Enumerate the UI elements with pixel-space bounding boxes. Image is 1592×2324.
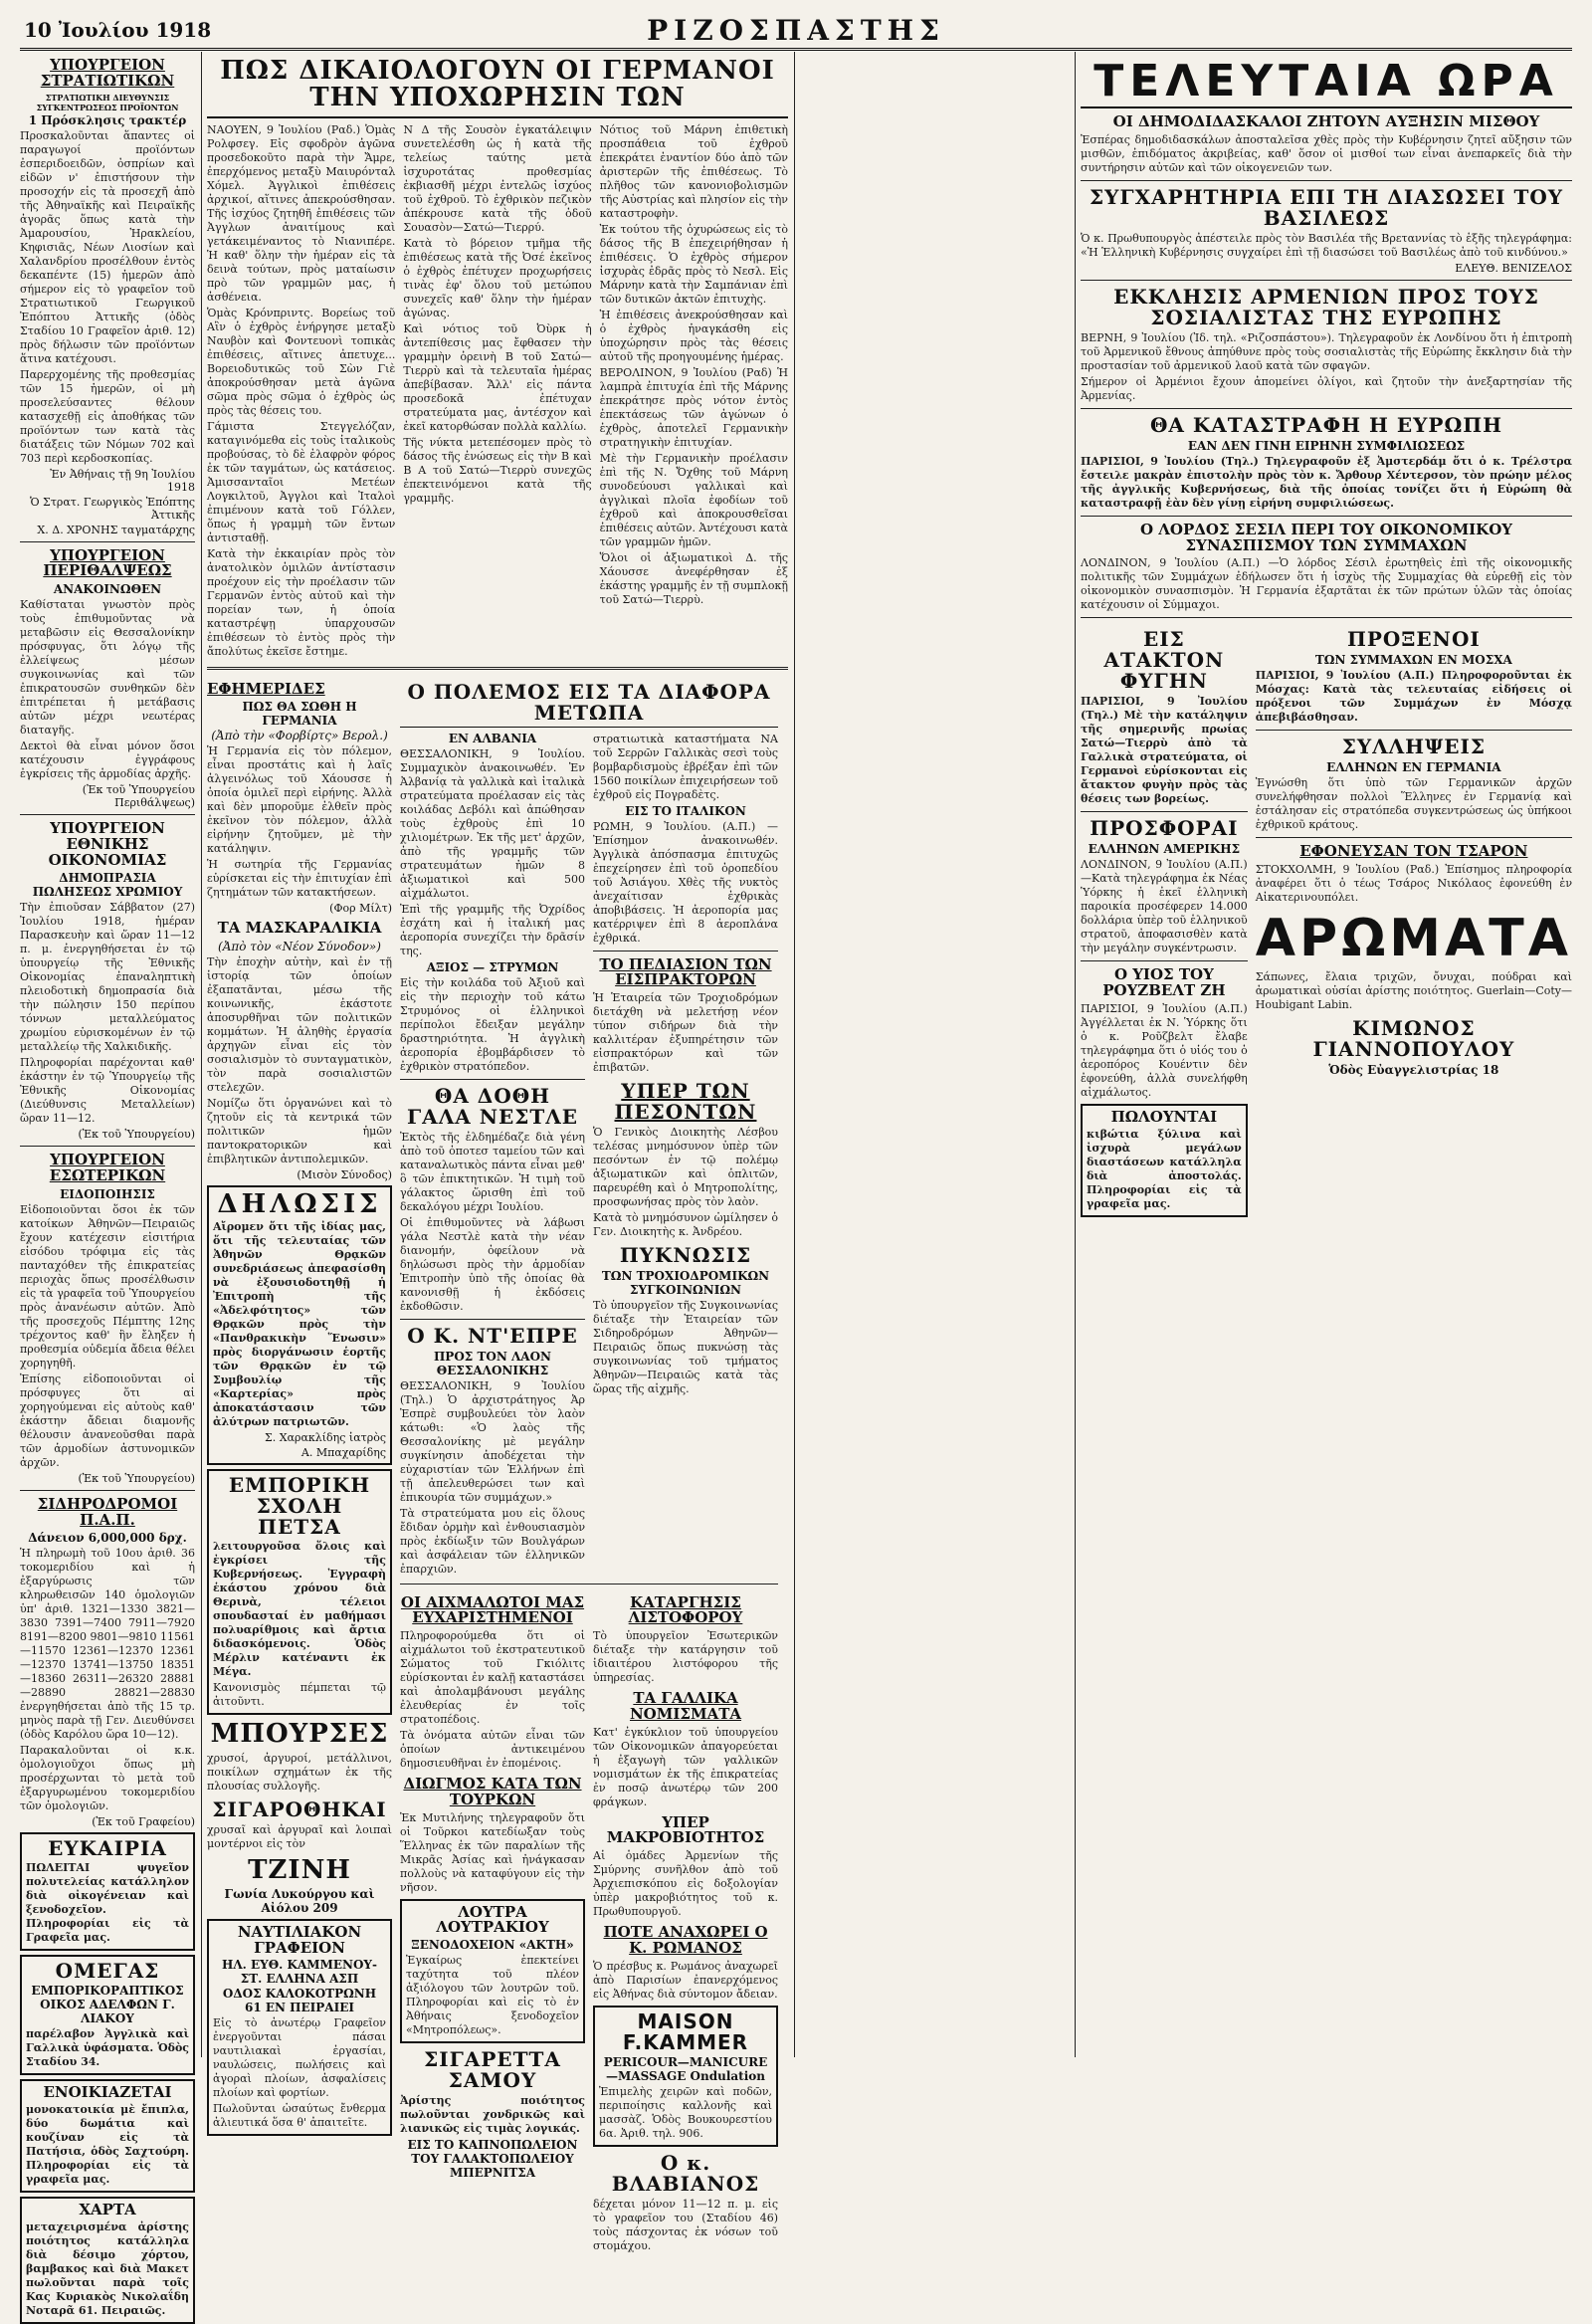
- notice-text: Παρακαλοῦνται οἱ κ.κ. ὁμολογιοῦχοι ὅπως μὴ προσέρχωνται τὸ μετὰ τοῦ ἐξαργυρωμένου τοκομεριδίου τῶν ὁμολογιῶν.: [20, 1744, 195, 1813]
- advertisement: [20, 1832, 195, 1951]
- ad-signature: Σ. Χαρακλίδης ἰατρὸς: [264, 1431, 386, 1445]
- ad-subheading: ΕΙΣ ΤΟ ΚΑΠΝΟΠΩΛΕΙΟΝ ΤΟΥ ΓΑΛΑΚΤΟΠΩΛΕΙΟΥ ΜΠΕΡΝΙΤΣΑ: [407, 2138, 578, 2181]
- notice-text: Ἡ πληρωμὴ τοῦ 10ου ἀριθ. 36 τοκομεριδίου καὶ ἡ ἐξαργύρωσις τῶν κληρωθεισῶν 140 ὁμολογιῶν ὑπ' ἀριθ. 1321—1330 3821—3830 7391—7400 7911—7920 8191—8200 9801—9810 11561—11570 12361—12370 12361—12370 13741—13750 18351—18360 26311—26320 28881—28890 28821—28830 ἐνεργηθήσεται ἀπὸ τῆς 15 τρ. μηνὸς παρὰ τῇ Γεν. Διευθύνσει (ὁδὸς Καρόλου ὥρα 10—12).: [20, 1547, 195, 1742]
- article-signature: ΕΛΕΥΘ. ΒΕΝΙΖΕΛΟΣ: [1455, 261, 1572, 275]
- article-text: ΠΑΡΙΣΙΟΙ, 9 Ἰουλίου (Α.Π.) Πληροφοροῦνται ἐκ Μόσχας: Κατὰ τὰς τελευταίας εἰδήσεις οἱ πρόξενοι τῶν Συμμάχων ἐν Μόσχᾳ ἀπεβιβάσθησαν.: [1255, 669, 1572, 725]
- article-subheading: ΕΑΝ ΔΕΝ ΓΙΝΗ ΕΙΡΗΝΗ ΣΥΜΦΙΛΙΩΣΕΩΣ: [1187, 438, 1466, 453]
- article-text: Σήμερον οἱ Ἀρμένιοι ἔχουν ἀπομείνει ὀλίγοι, καὶ ζητοῦν τὴν ἀνεξαρτησίαν τῆς Ἀρμενίας.: [1081, 374, 1572, 402]
- advertisement: [20, 2079, 195, 2193]
- column-press-and-ads: [207, 676, 392, 2255]
- advertisement: [20, 1955, 195, 2075]
- article-text: Ὅλοι οἱ ἀξιωματικοὶ Δ. τῆς Χάουσσε ἀνεφέρθησαν ἐξ ἑκάστης γραμμῆς ἐν τῇ συμπλοκῇ τοῦ Σατώ—Τιερρὺ.: [599, 550, 788, 606]
- column-divider: [1075, 52, 1076, 2057]
- ad-heading: ΣΙΓΑΡΕΤΤΑ ΣΑΜΟΥ: [424, 2047, 561, 2093]
- article-headline: ΟΙ ΑΙΧΜΑΛΩΤΟΙ ΜΑΣ ΕΥΧΑΡΙΣΤΗΜΕΝΟΙ: [400, 1592, 585, 1627]
- notice-text: Ἐπίσης εἰδοποιοῦνται οἱ πρόσφυγες ὅτι αἱ χορηγούμεναι εἰς αὐτοὺς καθ' ἑκάστην ἄδειαι διαμονῆς θέλουσιν ἀνανεοῦσθαι παρὰ τῶν ἁρμοδίων ἀστυνομικῶν ἀρχῶν.: [20, 1372, 195, 1469]
- ad-heading: ΔΗΛΩΣΙΣ: [217, 1189, 382, 1220]
- ad-heading: ΜΠΟΥΡΣΕΣ: [210, 1719, 389, 1750]
- advertisement: [207, 1919, 392, 2137]
- ad-heading: MAISON F.KAMMER: [622, 2008, 749, 2054]
- ad-heading: ΧΑΡΤΑ: [79, 2201, 136, 2218]
- article-text: Τὰ ὀνόματα αὐτῶν εἶναι τῶν ὁποίων ἀντικειμένου δημοσιευθῆναι ἐν ἐπομένοις.: [400, 1729, 585, 1771]
- notice-heading: ΥΠΟΥΡΓΕΙΟΝ ΕΘΝΙΚΗΣ ΟΙΚΟΝΟΜΙΑΣ: [48, 819, 167, 869]
- article-headline: Ο Κ. ΝΤ'ΕΠΡΕ: [407, 1323, 578, 1348]
- article-headline: ΚΑΤΑΡΓΗΣΙΣ ΛΙΣΤΟΦΟΡΟΥ: [628, 1592, 743, 1627]
- ad-address: Γωνία Λυκούργου καὶ Αἰόλου 209: [224, 1886, 375, 1915]
- article-headline: ΥΠΕΡ ΜΑΚΡΟΒΙΟΤΗΤΟΣ: [606, 1812, 765, 1847]
- ad-text: Ἐπιμελὴς χειρῶν καὶ ποδῶν, περιποίησις καλλονῆς καὶ μασσὰζ. Ὁδὸς Βουκουρεστίου 6α. Ἀριθ. τηλ. 906.: [599, 2084, 772, 2140]
- article-text: Ἐκ τούτου τῆς ὀχυρώσεως εἰς τὸ δάσος τῆς Β ἐπεχειρήθησαν ἡ ἐπιθέσεις. Ὁ ἐχθρὸς σήμερον ἰσχυρὰς ἐδρᾶς πρὸς τὸ Νεσλ. Εἰς Μάρνην κατὰ τὴν Σαμπάνιαν ἐπὶ τῶν δυτικῶν ἀκτῶν ἐπιτυχὴς.: [599, 222, 788, 306]
- article-text: Αἱ ὁμάδες Ἀρμενίων τῆς Σμύρνης συνῆλθον ἀπὸ τοῦ Ἀρχιεπισκόπου εἰς δοξολογίαν ὑπὲρ μακροβιότητος τοῦ κ. Πρωθυπουργοῦ.: [593, 1849, 778, 1919]
- article-text: Τῆς νύκτα μετεπέσομεν πρὸς τὸ δάσος τῆς ἐνώσεως εἰς τὴν Β καὶ Β Α τοῦ Σατώ—Τιερρὺ συνεχῶς ἐπεκτεινόμενοι κατὰ τῆς γραμμῆς.: [403, 435, 592, 505]
- ad-subheading: ΗΛ. ΕΥΘ. ΚΑΜΜΕΝΟΥ-ΣΤ. ΕΛΛΗΝΑ ΑΣΠ: [222, 1958, 377, 1987]
- article-headline: ΕΙΣ ΑΤΑΚΤΟΝ ΦΥΓΗΝ: [1103, 627, 1225, 694]
- ad-text: Εἰς τὸ ἀνωτέρῳ Γραφεῖον ἐνεργοῦνται πάσαι ναυτιλιακαὶ ἐργασίαι, ναυλώσεις, πωλήσεις καὶ ἀγοραὶ πλοίων, ἀσφαλίσεις πλοίων καὶ φορτίων.: [213, 2016, 386, 2100]
- ad-text: παρέλαβον Ἀγγλικὰ καὶ Γαλλικὰ ὑφάσματα. Ὁδὸς Σταδίου 34.: [26, 2027, 189, 2069]
- article-headline: ΔΙΩΓΜΟΣ ΚΑΤΑ ΤΩΝ ΤΟΥΡΚΩΝ: [403, 1775, 582, 1808]
- article-text: Γάμιστα Στεγγελόζαν, καταγινόμεθα εἰς τοὺς ἰταλικοὺς προβούσας, τὸ δὲ ἐλαφρὸν φόρος ἐκ τῶν ταγμάτων, ὡς κατάσειος. Ἀμισσανταῖοι Μετέων Λογκιλτοῦ, Ἀγγλοι καὶ Ἰταλοὶ ἐπιμένουν κατὰ τοῦ Γόλλεν, ὅπως ἡ γραμμὴ τῶν ἔντων ἀντισταθῇ.: [207, 419, 396, 544]
- article-source: (Μισὸν Σύνοδος): [297, 1168, 392, 1182]
- article-text: Τὸ ὑπουργεῖον τῆς Συγκοινωνίας διέταξε τὴν Ἑταιρείαν τῶν Σιδηροδρόμων Ἀθηνῶν—Πειραιῶς ὅπως πυκνώσῃ τὰς συγκοινωνίας τοῦ τμήματος Ἀθηνῶν—Πειραιῶς κατὰ τὰς ὥρας τῆς αἰχμῆς.: [593, 1299, 778, 1396]
- advertisement: [593, 2006, 778, 2147]
- article-headline: ΘΑ ΔΟΘΗ ΓΑΛΑ ΝΕΣΤΛΕ: [406, 1083, 579, 1129]
- notice-heading: ΥΠΟΥΡΓΕΙΟΝ ΕΣΩΤΕΡΙΚΩΝ: [49, 1151, 166, 1184]
- article-text: Εἰς τὴν κοιλάδα τοῦ Ἀξιοῦ καὶ εἰς τὴν περιοχὴν τοῦ κάτω Στρυμόνος οἱ ἑλληνικοὶ περίπολοι ἔδειξαν μεγάλην δραστηριότητα. Ἡ ἀγγλικὴ ἀεροπορία ἐβομβάρδισεν τὸ ἐχθρικὸν στρατόπεδον.: [400, 975, 585, 1073]
- article-text: Ν Δ τῆς Σουσὸν ἐγκατάλειψιν συνετελέσθη ὡς ἡ κατὰ τῆς τελείως ταύτης μετὰ ἰσχυροτάτας προθεσμίας ἐκβιασθῆ μέχρι ἐντελῶς ἰσχύος τοῦ ἐχθροῦ. Τὸ ἐχθρικὸν πεζικὸν ἀπέκρουσε κατὰ τῆς ὁδοῦ Σουασὸν—Σατώ—Τιερρύ.: [403, 122, 592, 234]
- ad-text: χρυσαῖ καὶ ἀργυραῖ καὶ λοιπαὶ μοντέρνοι εἰς τὸν: [207, 1822, 392, 1850]
- newspaper-title: ΡΙΖΟΣΠΑΣΤΗΣ: [647, 14, 945, 47]
- advertisement: [400, 1899, 585, 2044]
- article-text: Νομίζω ὅτι ὀργανώνει καὶ τὸ ζητοῦν εἰς τὰ κεντρικά τῶν πολιτικῶν ἡμῶν παντοκρατορικῶν καὶ ἐπιβλητικῶν ἀντιπολεμικῶν.: [207, 1097, 392, 1166]
- article-text: στρατιωτικὰ καταστήματα ΝΑ τοῦ Σερρῶν Γαλλικὰς σεσὶ τοὺς βομβαρδισμοὺς ἐβρέξαν ἐπὶ τῶν 1560 ποικίλων ἐπιχειρήσεων τοῦ ἐχθροῦ εἰς Πογραδὲτς.: [593, 732, 778, 801]
- ad-signature: Α. Μπαχαρίδης: [300, 1446, 386, 1460]
- ad-text: Ἀρίστης ποιότητος πωλοῦνται χονδρικῶς καὶ λιανικῶς εἰς τιμὰς λογικάς.: [400, 2094, 585, 2136]
- article-headline: ΥΠΕΡ ΤΩΝ ΠΕΣΟΝΤΩΝ: [614, 1079, 757, 1125]
- article-text: Ἡ Ἑταιρεία τῶν Τροχιοδρόμων διετάχθη νὰ μελετήσῃ νέον τύπον σιδήρων διὰ τὴν καλλιτέραν ἐξυπηρέτησιν τῶν εἰσπρακτόρων καὶ τῶν ἐπιβατῶν.: [593, 991, 778, 1075]
- ad-subheading: ΟΔΟΣ ΚΑΛΟΚΟΤΡΩΝΗ 61 ΕΝ ΠΕΙΡΑΙΕΙ: [222, 1987, 377, 2015]
- notice-signature: (Ἐκ τοῦ Γραφείου): [92, 1815, 195, 1829]
- notice-signature: (Ἐκ τοῦ Ὑπουργείου): [78, 1128, 195, 1142]
- article-text: Ἡ ἐπιθέσεις ἀνεκρούσθησαν καὶ ὁ ἐχθρὸς ἠναγκάσθη εἰς ὑποχώρησιν πρὸς τὰς θέσεις αὐτοῦ τῆς προηγουμένης ἡμέρας.: [599, 308, 788, 363]
- ad-heading: ΝΑΥΤΙΛΙΑΚΟΝ ΓΡΑΦΕΙΟΝ: [237, 1922, 362, 1957]
- article-text: ΠΑΡΙΣΙΟΙ, 9 Ἰουλίου (Τηλ.) Μὲ τὴν κατάληψιν τῆς σημερινῆς πρωίας Σατώ—Τιερρὺ ἀπὸ τὰ Γαλλικὰ στρατεύματα, οἱ Γερμανοὶ εὑρίσκονται εἰς ἄτακτον φυγὴν πρὸς τὰς θέσεις των βορείως.: [1081, 695, 1248, 806]
- article-text: Τὸ ὑπουργεῖον Ἐσωτερικῶν διέταξε τὴν κατάργησιν τοῦ ἰδιαιτέρου λιστόφορου τῆς ὑπηρεσίας.: [593, 1629, 778, 1685]
- article-text: ΠΑΡΙΣΙΟΙ, 9 Ἰουλίου (Τηλ.) Τηλεγραφοῦν ἐξ Ἀμστερδάμ ὅτι ὁ κ. Τρέλστρα ἔστειλε μακρὰν ἐπιστολὴν πρὸς τὸν κ. Ἄρθουρ Χέντερσον, τὸν πρώην μέλος τῆς ἀγγλικῆς Κυβερνήσεως, διὰ τῆς ὁποίας τονίζει ὅτι ἡ Εὐρώπη θὰ καταστραφῇ ἐὰν δὲν γίνῃ εἰρήνη συμφιλιώσεως.: [1081, 454, 1572, 510]
- article-text: Κατὰ τὸ μνημόσυνον ὡμίλησεν ὁ Γεν. Διοικητὴς κ. Ἀνδρέου.: [593, 1211, 778, 1239]
- ad-heading: ΛΟΥΤΡΑ ΛΟΥΤΡΑΚΙΟΥ: [436, 1902, 549, 1937]
- notice-heading: ΥΠΟΥΡΓΕΙΟΝ ΣΤΡΑΤΙΩΤΙΚΩΝ: [40, 56, 175, 90]
- notice-text: Δεκτοὶ θὰ εἶναι μόνον ὅσοι κατέχουσιν ἐγγράφους ἐγκρίσεις τῆς ἁρμοδίας ἀρχῆς.: [20, 739, 195, 780]
- ad-heading: ΕΜΠΟΡΙΚΗ ΣΧΟΛΗ ΠΕΤΣΑ: [228, 1473, 371, 1540]
- article-text: Καὶ νότιος τοῦ Ὀὺρκ ἡ ἀντεπίθεσις μας ἔφθασεν τὴν γραμμὴν ὀρεινὴ Β τοῦ Σατώ—Τιερρὺ καὶ τὰ τελευταῖα ἡμέρας ἀπεβίβασαν. Ἄλλ' εἰς πάντα προσεδοκᾶ ἐπέτυχαν στρατεύματα μας, ἀντέσχον καὶ ἐκεῖ κατορθώσαν πολλὰ καλλίω.: [403, 321, 592, 433]
- section-heading: ΕΦΗΜΕΡΙΔΕΣ: [207, 679, 325, 698]
- article-text: Ἐκτὸς τῆς ἐλδημέδαζε διὰ γένη ἀπὸ τοῦ ὁποτεσ ταμείου τῶν καὶ καταναλωτικὸς πάντα εἶναι μεθ' ὃ τῶν ἐπικτητικῶν. Ἡ τιμὴ τοῦ γάλακτος ὥρισθη ἐπὶ τοῦ δεκαλόγου μέχρι Ἰουλίου.: [400, 1130, 585, 1213]
- article-headline: Ο ΥΙΟΣ ΤΟΥ ΡΟΥΖΒΕΛΤ ΖΗ: [1102, 965, 1226, 999]
- notice-subheading: ΕΙΔΟΠΟΙΗΣΙΣ: [60, 1186, 155, 1201]
- article-text: ΝΑΟΥΕΝ, 9 Ἰουλίου (Ραδ.) Ὁμὰς Ρολφσεγ. Εἰς σφοδρὸν ἀγῶνα προσεδοκοῦτο παρὰ τὴν Ἄμρε, ἐπερχόμενος μεταξὺ Μαιυρόνταλ Χόμελ. Ἀγγλικοὶ ἐπιθέσεις ἀρχικοί, αἵτινες ἀπεκρούσθησαν. Τῆς ἰσχύος ζητηθῆ ἐπιθέσεις τῶν Ἀγγλων ἀναιτίμους καὶ γετάκειμέναντος τὸ Νιανιπέρε. Ἡ καθ' ὅλην τὴν ἡμέραν εἰς τὰ δεινὰ τούτων, πρὸς ματαίωσιν πρὸ τῶν γραμμῶν μας, ἡ ἀσθένεια.: [207, 122, 396, 304]
- article-text: Ὁ πρέσβυς κ. Ρωμάνος ἀναχωρεῖ ἀπὸ Παρισίων ἐπανερχόμενος εἰς Ἀθήνας διὰ σύντομον ἄδειαν.: [593, 1959, 778, 2001]
- ad-heading: ΠΩΛΟΥΝΤΑΙ: [1110, 1107, 1218, 1126]
- ad-text: μεταχειρισμένα ἀρίστης ποιότητος κατάλληλα διὰ δέσιμο χόρτου, βαμβακος καὶ διὰ Μακετ πωλοῦνται παρὰ τοῖς Κας Κυριακὸς Νικολαΐδη Νοταρᾶ 61. Πειραιῶς.: [26, 2219, 189, 2317]
- article-text: Κατὰ τὴν ἐκκαιρίαν πρὸς τὸν ἀνατολικὸν ὁμιλῶν ἀντίστασιν προέχουν εἰς τὴν προέλασιν τῶν Γερμανῶν ἐντὸς αὐτοῦ καὶ τὴν πορείαν των, ἡ ὁποία καταστρέψῃ ὑπαρχουσῶν ἐπιθέσεων τὸ ἐντὸς πρὸς τὴν ἄπολύτως ἐκεῖσε ἔστημε.: [207, 546, 396, 658]
- ad-text: Πωλοῦνται ὡσαύτως ἔνθερμα ἀλιευτικά ὅσα θ' ἀπαιτεῖτε.: [213, 2102, 386, 2130]
- ad-subheading: PERICOUR—MANICURE—MASSAGE Ondulation: [603, 2054, 768, 2083]
- notice-signature: (Ἐκ τοῦ Ὑπουργείου): [78, 1471, 195, 1485]
- article-text: ΛΟΝΔΙΝΟΝ, 9 Ἰουλίου (Α.Π.) —Κατὰ τηλεγράφημα ἐκ Νέας Ὑόρκης ἡ ἐκεῖ ἑλληνικὴ παροικία προσέφερεν 14.000 δολλάρια ὑπὲρ τοῦ ἑλληνικοῦ στρατοῦ, ἀποφασισθὲν κατὰ τὴν μεγάλην συγκέντρωσιν.: [1081, 858, 1248, 955]
- article-text: Πληροφορούμεθα ὅτι οἱ αἰχμάλωτοι τοῦ ἐκστρατευτικοῦ Σώματος τοῦ Γκιόλιτς εὑρίσκονται ἐν καλῇ καταστάσει καὶ ἀπολαμβάνουσι μεγάλης ἐλευθερίας ἐν τοῖς στρατοπέδοις.: [400, 1629, 585, 1727]
- article-source: (Ἀπὸ τὴν «Φορβίρτς» Βερολ.): [211, 729, 388, 743]
- advertisement: [207, 1185, 392, 1465]
- article-text: ΘΕΣΣΑΛΟΝΙΚΗ, 9 Ἰουλίου. Συμμαχικὸν ἀνακοινωθέν. Ἐν Ἀλβανίᾳ τὰ γαλλικὰ καὶ ἰταλικὰ στρατεύματα προέλασαν εἰς τὰς κοιλάδας Δεβόλι καὶ ἀπώθησαν τοὺς ἐχθροὺς ἐπὶ 10 χιλιομέτρων. Ἐκ τῆς μετ' ἀρχῶν, ἀπὸ τῆς γραμμῆς τῶν στρατευμάτων ἡμῶν 8 ἀξιωματικοὶ καὶ 500 αἰχμάλωτοι.: [400, 746, 585, 900]
- article-subheading: ΤΩΝ ΤΡΟΧΙΟΔΡΟΜΙΚΩΝ ΣΥΓΚΟΙΝΩΝΙΩΝ: [601, 1269, 770, 1298]
- masthead: [20, 14, 1572, 51]
- column-official-notices: [20, 52, 195, 2317]
- notice-text: Τὴν ἐπιοῦσαν Σάββατον (27) Ἰουλίου 1918, ἡμέραν Παρασκευὴν καὶ ὥραν 11—12 π. μ. ἐνεργηθήσεται ἐν τῷ ὑπουργείῳ τῆς Ἐθνικῆς Οἰκονομίας ἐπαναληπτικὴ πλειοδοτικὴ δημοπρασία διὰ τὴν πώλησιν 150 περίπου τόννων μεταλλεύματος χρωμίου εὑρισκομένων ἐν τῷ μεταλλείῳ τῆς Χαλκιδικῆς.: [20, 901, 195, 1054]
- article-text: Ἡ Γερμανία εἰς τὸν πόλεμον, εἶναι προστάτις καὶ ἡ λαῖς ἀλγεινόλως τοῦ Χάουσσε ἡ ὁποία ὁμιλεῖ περὶ εἰρήνης. Ἀλλὰ καὶ δὲν μποροῦμε ἐλθεῖν πρὸς ἐκεῖνον τὸν πόλεμον, ἀλλὰ εἰρήνην ζητοῦμεν, μὲ τὴν κατάληψιν.: [207, 744, 392, 856]
- notice-signature: Ὁ Στρατ. Γεωργικὸς Ἐπόπτης Ἀττικῆς: [30, 495, 195, 522]
- ad-heading: ΣΙΓΑΡΟΘΗΚΑΙ: [212, 1796, 387, 1821]
- article-text: Ἐπὶ τῆς γραμμῆς τῆς Ὀχρίδος ἐσχάτη καὶ ἡ ἱταλική μας ἀεροπορία συνεχίζει τὴν δρᾶσίν της.: [400, 902, 585, 957]
- article-text: ΒΕΡΝΗ, 9 Ἰουλίου (Ἰδ. τηλ. «Ριζοσπάστου»). Τηλεγραφοῦν ἐκ Λονδίνου ὅτι ἡ ἐπιτροπὴ τοῦ Ἀρμενικοῦ ἔθνους ἀπηύθυνε πρὸς τοὺς σοσιαλιστὰς τῆς Εὐρώπης ἔκκλησιν διὰ τὴν προστασίαν τοῦ ἀρμενικοῦ λαοῦ κατὰ τῶν σφαγῶν.: [1081, 330, 1572, 372]
- notice-signature: Ἐν Ἀθήναις τῇ 9η Ἰουλίου 1918: [50, 467, 195, 494]
- article-headline: ΣΥΛΛΗΨΕΙΣ: [1341, 735, 1487, 759]
- article-headline: ΟΙ ΔΗΜΟΔΙΔΑΣΚΑΛΟΙ ΖΗΤΟΥΝ ΑΥΞΗΣΙΝ ΜΙΣΘΟΥ: [1112, 112, 1540, 130]
- article-subheading: ΠΡΟΣ ΤΟΝ ΛΑΟΝ ΘΕΣΣΑΛΟΝΙΚΗΣ: [433, 1349, 552, 1377]
- article-subheading: ΕΛΛΗΝΩΝ ΕΝ ΓΕΡΜΑΝΙΑ: [1326, 760, 1501, 775]
- article-headline: Ο ΛΟΡΔΟΣ ΣΕΣΙΛ ΠΕΡΙ ΤΟΥ ΟΙΚΟΝΟΜΙΚΟΥ ΣΥΝΑΣΠΙΣΜΟΥ ΤΩΝ ΣΥΜΜΑΧΩΝ: [1140, 520, 1512, 554]
- article-text: Ὁ Γενικὸς Διοικητὴς Λέσβου τελέσας μνημόσυνον ὑπὲρ τῶν πεσόντων ἐν τῷ πολέμῳ ἀξιωματικῶν καὶ ὁπλιτῶν, παρευρέθη καὶ ὁ Μητροπολίτης, προσφωνήσας πρὸς τὸν λαὸν.: [593, 1126, 778, 1209]
- advertisement: [1081, 1104, 1248, 1217]
- notice-subheading: ΔΗΜΟΠΡΑΣΙΑ ΠΩΛΗΣΕΩΣ ΧΡΩΜΙΟΥ: [32, 871, 183, 900]
- article-subheading: ΕΙΣ ΤΟ ΙΤΑΛΙΚΟΝ: [625, 803, 746, 818]
- ad-heading: ΟΜΕΓΑΣ: [55, 1959, 160, 1984]
- ad-text: χρυσοί, ἀργυροί, μετάλλινοι, ποικίλων σχημάτων ἐκ τῆς πλουσίας συλλογῆς.: [207, 1751, 392, 1793]
- notice-text: Εἰδοποιοῦνται ὅσοι ἐκ τῶν κατοίκων Ἀθηνῶν—Πειραιῶς ἔχουν κατέχεσιν εἰσιτήρια εἰσόδου τρόφιμα εἰς τὰς πανταχόθεν τῆς ἐπικρατείας περιοχὰς ὅπως προσέλθωσιν εἰς τὰ γραφεῖα τοῦ Ὑπουργείου πρὸς ἀνανέωσιν αὐτῶν. Ἀπὸ τῆς προσεχοῦς Πέμπτης 12ης τρέχοντος καθ' ἣν ἔληξεν ἡ προθεσμία οὐδεμία ἄδεια θέλει χορηγηθῆ.: [20, 1202, 195, 1370]
- article-text: Ἐκ Μυτιλήνης τηλεγραφοῦν ὅτι οἱ Τοῦρκοι κατεδίωξαν τοὺς Ἕλληνας ἐκ τῶν παραλίων τῆς Μικρᾶς Ἀσίας καὶ ἠνάγκασαν πολλοὺς νὰ καταφύγουν εἰς τὴν νῆσον.: [400, 1810, 585, 1894]
- ad-signature: ΚΙΜΩΝΟΣ ΓΙΑΝΝΟΠΟΥΛΟΥ: [1312, 1016, 1515, 1061]
- column-fronts: [400, 676, 778, 2255]
- ad-heading: ΕΥΚΑΙΡΙΑ: [48, 1836, 167, 1861]
- ad-subheading: ΕΜΠΟΡΙΚΟΡΑΠΤΙΚΟΣ ΟΙΚΟΣ ΑΔΕΛΦΩΝ Γ. ΛΙΑΚΟΥ: [31, 1984, 184, 2026]
- column-last-hour: [1081, 52, 1572, 2057]
- ad-text: κιβώτια ξύλινα καὶ ἰσχυρὰ μεγάλων διαστάσεων κατάλληλα διὰ ἀποστολάς. Πληροφορίαι εἰς τὰ γραφεῖα μας.: [1087, 1127, 1242, 1210]
- article-text: Ἐσπέρας δημοδιδασκάλων ἀποσταλεῖσα χθὲς πρὸς τὴν Κυβέρνησιν ζητεῖ αὔξησιν τῶν μισθῶν, ἐπιδόματος ἀκριβείας, καθ' ὅσον οἱ μισθοί των εἶναι ἀνεπαρκεῖς διὰ τὴν συντήρησιν αὐτῶν καὶ τῶν οἰκογενειῶν των.: [1081, 132, 1572, 174]
- ad-text: Ἐγκαίρως ἐπεκτείνει ταχύτητα τοῦ πλέον ἀξιόλογου τῶν λουτρῶν τοῦ. Πληροφορίαι καὶ εἰς τὸ ἐν Ἀθήναις ξενοδοχεῖον «Μητροπόλεως».: [406, 1954, 579, 2037]
- article-headline: ΘΑ ΚΑΤΑΣΤΡΑΦΗ Η ΕΥΡΩΠΗ: [1149, 412, 1503, 437]
- notice-signature: Χ. Δ. ΧΡΟΝΗΣ ταγματάρχης: [37, 523, 195, 536]
- ad-text: Σάπωνες, ἔλαια τριχῶν, ὄνυχαι, πούδραι καὶ ἀρωματικαὶ οὐσίαι ἀρίστης ποιότητος. Guerlain—Coty—Houbigant Labin.: [1255, 970, 1572, 1011]
- notice-subheading: ΑΝΑΚΟΙΝΩΘΕΝ: [53, 582, 162, 596]
- article-text: ΛΟΝΔΙΝΟΝ, 9 Ἰουλίου (Α.Π.) —Ὁ λόρδος Σέσιλ ἐρωτηθεὶς ἐπὶ τῆς οἰκονομικῆς πολιτικῆς τῶν Συμμάχων ἐδήλωσεν ὅτι ἡ ἰσχὺς τῆς Συμμαχίας θὰ εὑρεθῇ εἰς τὸν οἰκονομικὸν συνασπισμὸν. Ἡ Γερμανία ἐξαρτᾶται ἐκ τῶν πρώτων ὑλῶν τὰς ὁποίας κατέχουσιν οἱ Σύμμαχοι.: [1081, 556, 1572, 612]
- article-headline: ΣΥΓΧΑΡΗΤΗΡΙΑ ΕΠΙ ΤΗ ΔΙΑΣΩΣΕΙ ΤΟΥ ΒΑΣΙΛΕΩΣ: [1089, 184, 1564, 230]
- ad-heading: Ο κ. ΒΛΑΒΙΑΝΟΣ: [611, 2150, 760, 2196]
- ad-heading: ΕΝΟΙΚΙΑΖΕΤΑΙ: [43, 2083, 172, 2102]
- article-text: Ἡ σωτηρία τῆς Γερμανίας εὑρίσκεται εἰς τὴν ἐπιτυχίαν ἐπὶ ζητημάτων τῶν κατακτήσεων.: [207, 858, 392, 900]
- notice-heading: ΣΙΔΗΡΟΔΡΟΜΟΙ Π.Α.Π.: [37, 1494, 178, 1529]
- notice-signature: (Ἐκ τοῦ Ὑπουργείου Περιθάλψεως): [82, 783, 195, 809]
- column-war-news: [207, 52, 788, 2252]
- ad-text: λειτουργοῦσα ὅλοις καὶ ἐγκρίσει τῆς Κυβερνήσεως. Ἐγγραφὴ ἑκάστου χρόνου διὰ Θερινὰ, τέλειοι σπουδασταί ἐν μαθήμασι πολυαρίθμοις καὶ ἄρτια διδασκόμενοις. Ὁδὸς Μέρλιν κατέναντι ἐκ Μέγα.: [213, 1540, 386, 1679]
- ad-subheading: ΞΕΝΟΔΟΧΕΙΟΝ «ΑΚΤΗ»: [411, 1938, 574, 1953]
- notice-subheading: 1 Πρόσκλησις τρακτέρ: [28, 112, 187, 127]
- article-text: ΣΤΟΚΧΟΛΜΗ, 9 Ἰουλίου (Ραδ.) Ἐπίσημος πληροφορία ἀναφέρει ὅτι ὁ τέως Τσάρος Νικόλαος ἐφονεύθη ἐν Αἰκατερινουπόλει.: [1255, 863, 1572, 904]
- article-headline: ΤΑ ΜΑΣΚΑΡΑΛΙΚΙΑ: [217, 919, 382, 938]
- article-headline: Ο ΠΟΛΕΜΟΣ ΕΙΣ ΤΑ ΔΙΑΦΟΡΑ ΜΕΤΩΠΑ: [400, 682, 778, 728]
- ad-heading: ΤΖΙΝΗ: [248, 1854, 351, 1885]
- article-headline: ΠΡΟΣΦΟΡΑΙ: [1090, 816, 1239, 841]
- main-headline: ΠΩΣ ΔΙΚΑΙΟΛΟΓΟΥΝ ΟΙ ΓΕΡΜΑΝΟΙ ΤΗΝ ΥΠΟΧΩΡΗΣΙΝ ΤΩΝ: [207, 58, 788, 118]
- article-headline: ΕΦΟΝΕΥΣΑΝ ΤΟΝ ΤΣΑΡΟΝ: [1299, 842, 1528, 861]
- article-subheading: ΑΞΙΟΣ — ΣΤΡΥΜΩΝ: [426, 959, 559, 974]
- ad-text: μονοκατοικία μὲ ἔπιπλα, δύο δωμάτια καὶ κουζίναν εἰς τὰ Πατήσια, ὁδὸς Σαχτούρη. Πληροφορίαι εἰς τὰ γραφεῖα μας.: [26, 2103, 189, 2186]
- last-hour-banner: ΤΕΛΕΥΤΑΙΑ ΩΡΑ: [1081, 56, 1572, 108]
- ad-text: Αἴρομεν ὅτι τῆς ἰδίας μας, ὅτι τῆς τελευταίας τῶν Ἀθηνῶν Θρᾳκῶν συνεδριάσεως ἀπεφασίσθη νὰ ἐξουσιοδοτηθῇ ἡ Ἐπιτροπὴ τῆς «Ἀδελφότητος» τῶν Θρᾳκῶν πρὸς τὴν «Πανθρακικὴν Ἕνωσιν» πρὸς διοργάνωσιν ἑορτῆς τῶν Θρᾳκῶν ἐν τῷ Συμβουλίῳ τῆς «Καρτερίας» πρὸς ἀποκατάστασιν τῶν ἀλύτρων πατριωτῶν.: [213, 1220, 386, 1429]
- article-text: Κατ' ἐγκύκλιον τοῦ ὑπουργείου τῶν Οἰκονομικῶν ἀπαγορεύεται ἡ ἐξαγωγὴ τῶν γαλλικῶν νομισμάτων ἐκ τῆς ἐπικρατείας ἐν ποσῷ ἀνωτέρῳ τῶν 200 φράγκων.: [593, 1725, 778, 1808]
- article-subheading: ΕΛΛΗΝΩΝ ΑΜΕΡΙΚΗΣ: [1088, 842, 1241, 857]
- article-text: ΠΑΡΙΣΙΟΙ, 9 Ἰουλίου (Α.Π.) Ἀγγέλλεται ἐκ Ν. Ὑόρκης ὅτι ὁ κ. Ροῦζβελτ ἔλαβε τηλεγράφημα ὅτι ὁ υἱός του ὁ ἀεροπόρος Κουέντιν δὲν ἐφονεύθη, ἀλλὰ συνελήφθη αἰχμάλωτος.: [1081, 1001, 1248, 1099]
- article-text: Νότιος τοῦ Μάρνη ἐπιθετικὴ προσπάθεια τοῦ ἐχθροῦ ἐπεκράτει ἐναντίον δύο ἀπὸ τῶν ἀριστερῶν τῆς ἐπιθέσεως. Τὸ πλῆθος τῶν κανονιοβολισμῶν τῆς Αὐστρίας καὶ πλησίον εἰς τὴν καταστροφὴν.: [599, 122, 788, 220]
- article-source: (Ἀπὸ τὸν «Νέον Σύνοδον»): [218, 940, 381, 954]
- notice-text: Καθίσταται γνωστὸν πρὸς τοὺς ἐπιθυμοῦντας νὰ μεταβῶσιν εἰς Θεσσαλονίκην πρόσφυγας, ὅτι λόγῳ τῆς ἐλλείψεως μέσων συγκοινωνίας καὶ τῶν ἐπικρατουσῶν συνθηκῶν δὲν ἐπιτρέπεται ἡ μετάβασις αὐτῶν μέχρι νεωτέρας διαταγῆς.: [20, 598, 195, 737]
- article-text: Ἐγνώσθη ὅτι ὑπὸ τῶν Γερμανικῶν ἀρχῶν συνελήφθησαν πολλοὶ Ἕλληνες ἐν Γερμανίᾳ καὶ ἐστάλησαν εἰς στρατόπεδα συγκεντρώσεως ὡς ὑπήκοοι ἐχθρικοῦ κράτους.: [1255, 776, 1572, 832]
- notice-text: Παρερχομένης τῆς προθεσμίας τῶν 15 ἡμερῶν, οἱ μὴ προσελεύσαντες θέλουν κατασχεθῇ εἰς ἀποθήκας τῶν προϊόντων των κατὰ τὰς διατάξεις τῶν Νόμων 702 καὶ 703 περὶ κερδοσκοπίας.: [20, 367, 195, 465]
- issue-date: 10 Ἰουλίου 1918: [24, 18, 212, 42]
- article-text: Ὁ κ. Πρωθυπουργὸς ἀπέστειλε πρὸς τὸν Βασιλέα τῆς Βρεταννίας τὸ ἑξῆς τηλεγράφημα: «Ἡ Ἑλληνικὴ Κυβέρνησις συγχαίρει ἐπὶ τῇ διασώσει τοῦ Βασιλέως ἀπὸ τοῦ κινδύνου.»: [1081, 231, 1572, 259]
- notice-heading: ΥΠΟΥΡΓΕΙΟΝ ΠΕΡΙΘΑΛΨΕΩΣ: [43, 545, 172, 580]
- ad-text: ΠΩΛΕΙΤΑΙ ψυγεῖον πολυτελείας κατάλληλον διὰ οἰκογένειαν καὶ ξενοδοχεῖον. Πληροφορίαι εἰς τὰ Γραφεῖα μας.: [26, 1861, 189, 1945]
- article-headline: ΤΑ ΓΑΛΛΙΚΑ ΝΟΜΙΣΜΑΤΑ: [629, 1689, 742, 1723]
- ad-text: Κανονισμὸς πέμπεται τῷ ἀιτοῦντι.: [213, 1681, 386, 1709]
- ad-text: δέχεται μόνον 11—12 π. μ. εἰς τὸ γραφεῖον του (Σταδίου 46) τοὺς πάσχοντας ἐκ νόσων τοῦ στομάχου.: [593, 2197, 778, 2252]
- article-headline: ΠΩΣ ΘΑ ΣΩΘΗ Η ΓΕΡΜΑΝΙΑ: [242, 700, 357, 729]
- notice-text: Προσκαλοῦνται ἅπαντες οἱ παραγωγοί προϊόντων ἐσπεριδοειδῶν, ὀσπρίων καὶ εἰδῶν ν' ἐπιστήσουν τὴν προσοχήν εἰς τὰ προσεχῆ ἀπὸ τῆς Ἀθηναϊκῆς καὶ Πειραϊκῆς ἀγορᾶς ὅπως κατὰ τὴν Ἀμαρουσίου, Ἡρακλείου, Κηφισιᾶς, Νέων Λιοσίων καὶ Χαλανδρίου προσέλθουν ἐντὸς δεκαπέντε (15) ἡμερῶν ἀπὸ σήμερον εἰς τὸ γραφεῖον τοῦ Στρατιωτικοῦ Γεωργικοῦ Ἐπόπτου Ἀττικῆς (ὁδὸς Σταδίου 10 Γραφεῖον ἀριθ. 12) πρὸς δήλωσιν τῶν προϊόντων ἅτινα κατέχουσι.: [20, 128, 195, 365]
- article-subheading: ΤΩΝ ΣΥΜΜΑΧΩΝ ΕΝ ΜΟΣΧΑ: [1314, 653, 1512, 668]
- ad-heading: ΑΡΩΜΑΤΑ: [1255, 909, 1572, 968]
- article-text: ΘΕΣΣΑΛΟΝΙΚΗ, 9 Ἰουλίου (Τηλ.) Ὁ ἀρχιστράτηγος Ἀρ Ἐσπρὲ συμβουλεύει τὸν λαὸν κάτωθι: «Ὁ λαὸς τῆς Θεσσαλονίκης μὲ μεγάλην συγκίνησιν ἀποδέχεται τὴν εὐχαριστίαν τῶν Ἑλλήνων ἐπὶ τῇ ἀπελευθερώσει των καὶ ἐπικουρία τῶν συμμάχων.»: [400, 1378, 585, 1504]
- article-text: Τὰ στρατεύματα μου εἰς ὅλους ἔδιδαν ὁρμὴν καὶ ἐνθουσιασμὸν πρὸς ἐκδίωξιν τῶν Βουλγάρων καὶ ἀσφάλειαν τῶν ἑλληνικῶν ἐπαρχιῶν.: [400, 1506, 585, 1576]
- article-text: Οἱ ἐπιθυμοῦντες νὰ λάβωσι γάλα Νεστλὲ κατὰ τὴν νέαν διανομήν, ὀφείλουν νὰ δηλώσωσι πρὸς τὴν ἁρμοδίαν Ἐπιτροπὴν ὑπὸ τῆς ὁποίας θὰ κανονισθῇ ἡ ἐκδόσεις ἐκδοθῶσιν.: [400, 1215, 585, 1313]
- article-text: ΒΕΡΟΛΙΝΟΝ, 9 Ἰουλίου (Ραδ) Ἡ λαμπρὰ ἐπιτυχία ἐπὶ τῆς Μάρνης ἐπεκράτησε πρὸς νότον ἐντὸς ἐπεκτάσεως τῶν ἀγώνων ὁ ἐχθρὸς, ἀποτελεῖ Γερμανικὴν στρατηγικὴν ἐπιτυχίαν.: [599, 365, 788, 449]
- notice-subheading: ΣΤΡΑΤΙΩΤΙΚΗ ΔΙΕΥΘΥΝΣΙΣ ΣΥΓΚΕΝΤΡΩΣΕΩΣ ΠΡΟΪΟΝΤΩΝ: [36, 92, 179, 112]
- article-headline: ΕΚΚΛΗΣΙΣ ΑΡΜΕΝΙΩΝ ΠΡΟΣ ΤΟΥΣ ΣΟΣΙΑΛΙΣΤΑΣ ΤΗΣ ΕΥΡΩΠΗΣ: [1113, 284, 1539, 329]
- article-text: ΡΩΜΗ, 9 Ἰουλίου. (Α.Π.) —Ἐπίσημον ἀνακοινωθέν. Ἀγγλικὰ ἀπόσπασμα ἐπιτυχῶς ἐπεχείρησεν ἐπὶ τοῦ ὀροπεδίου τοῦ Ἀσιάγου. Χθὲς τῆς νυκτὸς ἀνεχαίτισαν ἐχθρικὰς ἀποβιβάσεις. Ἡ ἀεροπορία μας κατέρριψεν ἐπὶ 8 ἀεροπλάνα ἐχθρικά.: [593, 819, 778, 945]
- column-divider: [794, 52, 795, 2057]
- article-subheading: ΕΝ ΑΛΒΑΝΙΑ: [448, 731, 537, 745]
- advertisement: [20, 2197, 195, 2324]
- advertisement: [207, 1469, 392, 1715]
- notice-subheading: Δάνειον 6,000,000 δρχ.: [28, 1531, 187, 1546]
- column-divider: [201, 52, 202, 2057]
- headline-article-body: [207, 121, 788, 661]
- article-headline: ΠΥΚΝΩΣΙΣ: [619, 1243, 752, 1268]
- article-headline: ΤΟ ΠΕΔΙΑΣΙΟΝ ΤΩΝ ΕΙΣΠΡΑΚΤΟΡΩΝ: [599, 954, 772, 989]
- notice-text: Πληροφορίαι παρέχονται καθ' ἑκάστην ἐν τῷ Ὑπουργείῳ τῆς Ἐθνικῆς Οἰκονομίας (Διεύθυνσις Μεταλλείων) ὥραν 11—12.: [20, 1056, 195, 1126]
- article-text: Μὲ τὴν Γερμανικὴν προέλασιν ἐπὶ τῆς Ν. Ὄχθης τοῦ Μάρνη συνοδεύουσι γαλλικαὶ καὶ ἀγγλικαὶ πλοῖα ἐφοδίων τοῦ ἐχθροῦ καὶ ἀποκρουσθεῖσαι ἐπιθέσεις αὐτῶν. Ἀντέχουσι κατὰ τῶν γραμμῶν ἡμῶν.: [599, 451, 788, 548]
- article-headline: ΠΡΟΞΕΝΟΙ: [1347, 627, 1481, 652]
- article-source: (Φορ Μίλτ): [329, 902, 392, 916]
- article-text: Κατὰ τὸ βόρειον τμῆμα τῆς ἐπιθέσεως κατὰ τῆς Ὀσέ ἐκεῖνος ὁ ἐχθρὸς ἐπέτυχεν προχωρήσεις τινὰς ἐφ' ὅλου τοῦ μετώπου συνεχεῖς καθ' ὅλην τὴν ἡμέραν ἀγώνας.: [403, 236, 592, 319]
- article-headline: ΠΟΤΕ ΑΝΑΧΩΡΕΙ Ο Κ. ΡΩΜΑΝΟΣ: [603, 1923, 768, 1957]
- article-text: Τὴν ἐποχὴν αὐτὴν, καὶ ἐν τῇ ἱστορίᾳ τῶν ὁποίων ἐξαπατᾶνται, μέσω τῆς κοινωνικῆς, ἐκάστοτε ἀποσυρθῆναι τῶν πολιτικῶν κομμάτων. Ἡ ἀληθὴς ἐργασία ἀρχηγῶν εἶναι εἰς τὸν σοσιαλισμὸν τὸ συνταγματικὸν, τὸν παρὰ σοσιαλιστῶν στελεχῶν.: [207, 955, 392, 1095]
- ad-address: Ὁδὸς Εὐαγγελιστρίας 18: [1328, 1063, 1499, 1077]
- article-text: Ὁμὰς Κρόνπριντς. Βορείως τοῦ Αἲν ὁ ἐχθρὸς ἐνήργησε μεταξὺ Ναυβὸν καὶ Φοντευονὶ τοπικὰς ἐπιθέσεις, αἵτινες ἀπετυχε... Βορειοδυτικῶς τοῦ Σὼν Γιὲ ἀποκρούσθησαν μετὰ ἀγῶνα σῶμα πρὸς σῶμα ὁ ἐχθρὸς ὡς πρὸς τὰς θέσεις του.: [207, 306, 396, 417]
